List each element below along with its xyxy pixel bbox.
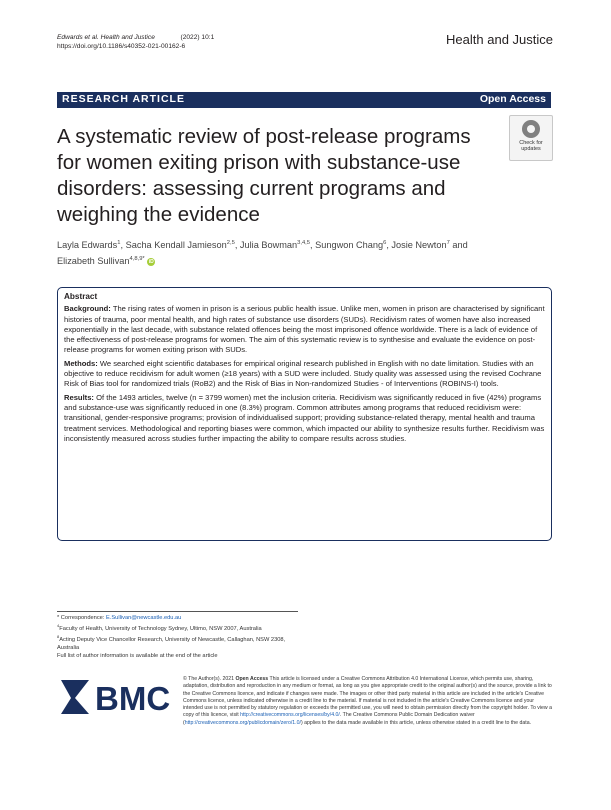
affiliation-number: 8: [57, 634, 60, 640]
author-name: Julia Bowman: [239, 240, 298, 251]
license-lead: © The Author(s). 2021: [183, 676, 236, 682]
bmc-logo: [59, 678, 171, 716]
license-open-access: Open Access: [235, 676, 269, 682]
author-separator: ,: [120, 240, 126, 251]
author-name: Sacha Kendall Jamieson: [125, 240, 227, 251]
license-text: [183, 676, 553, 727]
author-affiliation: 6: [383, 240, 387, 246]
check-updates-line2: updates: [521, 146, 541, 152]
affiliation-text: Faculty of Health, University of Technology Sydney, Ultimo, NSW 2007, Australia: [59, 625, 262, 632]
author-separator: ,: [386, 240, 392, 251]
article-banner: [57, 92, 551, 108]
background-text: The rising rates of women in prison is a serious public health issue. Unlike men, women in prison are characterised by significant histories of trauma, poor mental health, and high rates of substance use disorders (SUDs). Recidivism rates of women have also increased exponentially in the last decade, with substance related offences being the most imprisoned offence worldwide. There is a lack of evidence of the effectiveness of post-release programs for women. The aim of this systematic review is to synthesise and evaluate the evidence on post-release programs for women exiting prison with SUDs.: [64, 304, 545, 355]
author-name: Sungwon Chang: [315, 240, 384, 251]
license-body: This article is licensed under a Creative Commons Attribution 4.0 International License, which permits use, sharing, adaptation, distribution and reproduction in any medium or format, as long as you give appropriate credit to the original author(s) and the source, provide a link to the Creative Commons licence, and indicate if changes were made. The images or other third party material in this article are included in the article's Creative Commons licence, unless indicated otherwise in a credit line to the material. If material is not included in the article's Creative Commons licence and your intended use is not permitted by statutory regulation or exceeds the permitted use, you will need to obtain permission directly from the copyright holder. To view a copy of this licence, visit: [183, 676, 552, 719]
open-access-label: Open Access: [479, 93, 546, 105]
cc-zero-link[interactable]: http://creativecommons.org/publicdomain/zero/1.0/: [184, 719, 301, 726]
author-affiliation: 1: [117, 240, 121, 246]
abstract-box: [57, 287, 552, 541]
article-title: A systematic review of post-release programs for women exiting prison with substance-use disorders: assessing current programs and weighing the evidence: [57, 125, 471, 226]
background-label: Background:: [64, 304, 111, 314]
footnote-divider: [57, 611, 298, 612]
author-separator: ,: [234, 240, 240, 251]
author-name: Josie Newton: [391, 240, 447, 251]
bmc-logo-text: BMC: [95, 680, 171, 716]
check-updates-line1: Check for: [519, 140, 543, 146]
author-separator: and: [449, 240, 468, 251]
citation-doi[interactable]: https://doi.org/10.1186/s40352-021-00162-6: [57, 43, 186, 50]
check-updates-icon: [522, 120, 540, 138]
bmc-logo-mark: [61, 680, 89, 714]
correspondence-email-link[interactable]: E.Sullivan@newcastle.edu.au: [106, 615, 182, 621]
author-affiliation: 3,4,5: [297, 240, 311, 246]
article-type-label: RESEARCH ARTICLE: [62, 93, 185, 105]
methods-label: Methods:: [64, 358, 98, 368]
author-separator: ,: [310, 240, 316, 251]
license-body-2: . The Creative Commons Public Domain Dedication waiver (: [183, 712, 475, 726]
check-for-updates-button[interactable]: [509, 115, 553, 161]
footnotes: [57, 614, 297, 660]
full-author-info-note: Full list of author information is available at the end of the article: [57, 653, 218, 660]
affiliation-number: 4: [57, 623, 60, 629]
abstract-methods: [64, 359, 545, 390]
affiliation-text: Acting Deputy Vice Chancellor Research, University of Newcastle, Callaghan, NSW 2308, Australia: [57, 636, 286, 652]
citation-header: [57, 33, 214, 51]
author-name: Layla Edwards: [57, 240, 118, 251]
results-label: Results:: [64, 392, 94, 402]
correspondence-label: * Correspondence:: [57, 615, 107, 621]
author-affiliation: 2,5: [226, 240, 235, 246]
abstract-results: [64, 393, 545, 444]
citation-authors-journal: Edwards et al. Health and Justice: [57, 34, 155, 41]
author-affiliation: 7: [446, 240, 450, 246]
author-affiliation: 4,8,9*: [129, 256, 145, 263]
cc-by-link[interactable]: http://creativecommons.org/licenses/by/4.0/: [240, 712, 340, 719]
results-text: Of the 1493 articles, twelve (n = 3799 women) met the inclusion criteria. Recidivism was significantly reduced in five (42%) programs and substance-use was significantly reduced in one (8.3%) program. Common attributes among programs that reduced recidivism were: transitional, gender-responsive programs; provision of individualised support; providing substance-related therapy, mental health and trauma treatment services. Methodological and reporting biases were common, which impacted our ability to synthesize results further. Recidivism was inconsistently measured across studies further impacting the ability to compare results across studies.: [64, 392, 545, 443]
journal-name: Health and Justice: [446, 32, 553, 47]
author-list: [57, 236, 537, 268]
citation-year-volume: (2022) 10:1: [180, 34, 215, 41]
author-name: Elizabeth Sullivan: [57, 256, 130, 267]
abstract-background: [64, 304, 545, 355]
orcid-icon[interactable]: iD: [148, 258, 154, 265]
abstract-heading: Abstract: [64, 292, 98, 301]
methods-text: We searched eight scientific databases for empirical original research published in English with no date limitation. Studies with an objective to reduce recidivism for adult women (≥18 years) with a SUD were included. Study quality was assessed using the revised Cochrane Risk of Bias tool for randomized trials (RoB2) and the Risk of Bias in Non-randomized Studies - of Interventions (ROBINS-I) tools.: [64, 358, 542, 389]
license-body-3: ) applies to the data made available in this article, unless otherwise stated in a credit line to the data.: [300, 719, 532, 726]
